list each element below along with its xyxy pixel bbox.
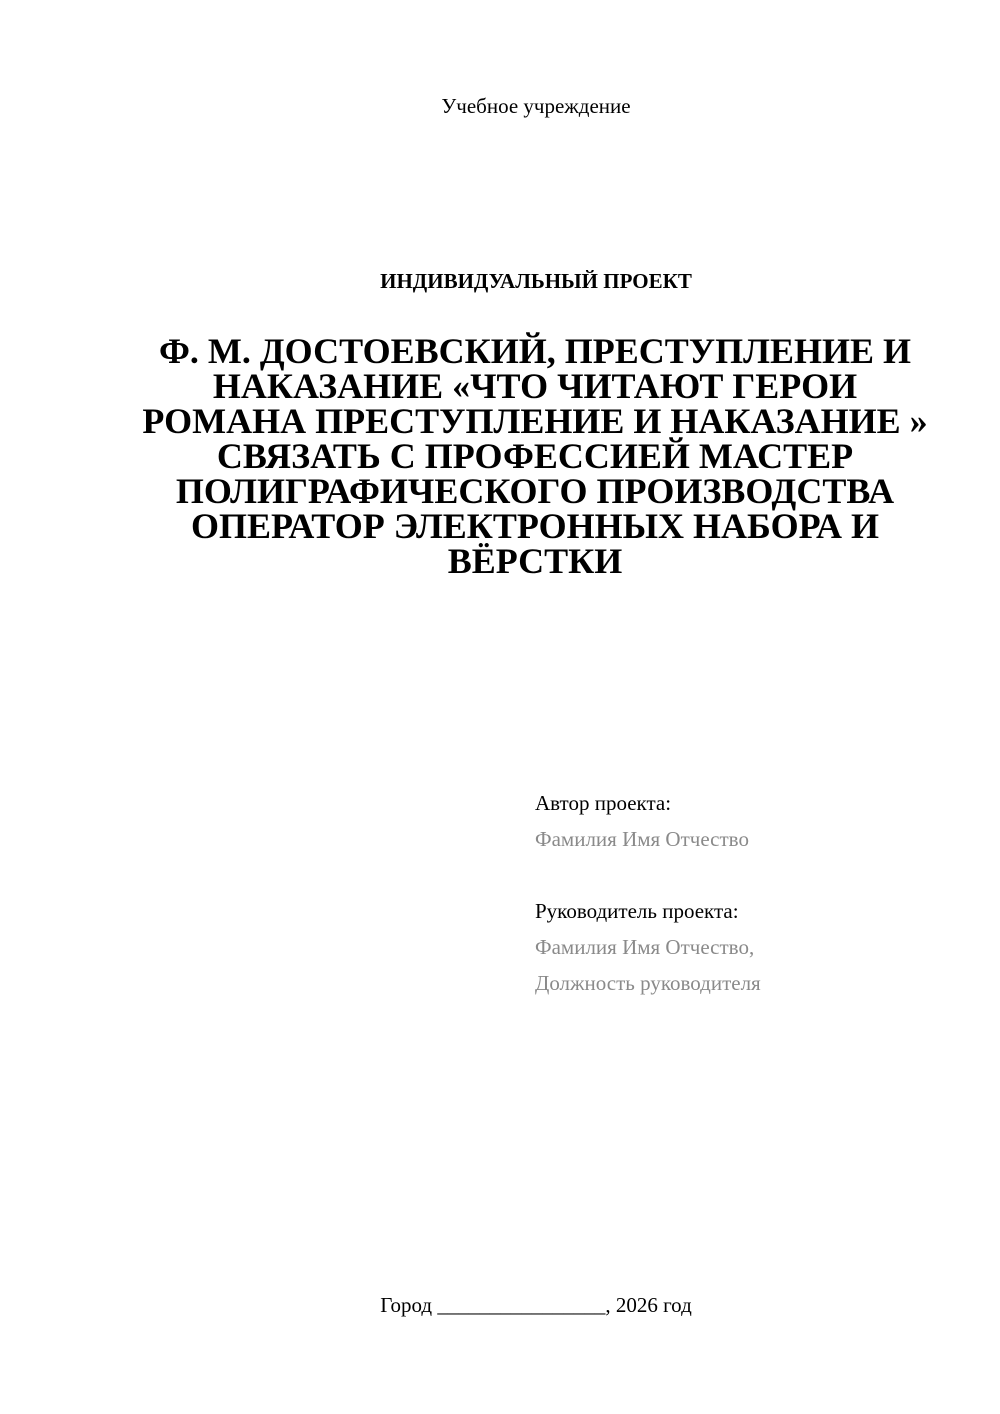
author-name-placeholder: Фамилия Имя Отчество bbox=[535, 827, 749, 851]
institution-name: Учебное учреждение bbox=[441, 94, 631, 118]
supervisor-label: Руководитель проекта: bbox=[535, 899, 739, 923]
project-type-heading: ИНДИВИДУАЛЬНЫЙ ПРОЕКТ bbox=[380, 269, 692, 293]
supervisor-position-placeholder: Должность руководителя bbox=[535, 971, 761, 995]
project-title: Ф. М. ДОСТОЕВСКИЙ, ПРЕСТУПЛЕНИЕ И НАКАЗАНИЕ «ЧТО ЧИТАЮТ ГЕРОИ РОМАНА ПРЕСТУПЛЕНИЕ И НАКАЗАНИЕ » СВЯЗАТЬ С ПРОФЕССИЕЙ МАСТЕР ПОЛИГРАФИЧЕСКОГО ПРОИЗВОДСТВА ОПЕРАТОР ЭЛЕКТРОННЫХ НАБОРА И ВЁРСТКИ bbox=[142, 331, 928, 581]
author-label: Автор проекта: bbox=[535, 791, 672, 815]
supervisor-block bbox=[535, 898, 955, 996]
city-year-line: Город ________________, 2026 год bbox=[380, 1293, 692, 1317]
author-block bbox=[535, 790, 955, 852]
supervisor-name-placeholder: Фамилия Имя Отчество, bbox=[535, 935, 755, 959]
